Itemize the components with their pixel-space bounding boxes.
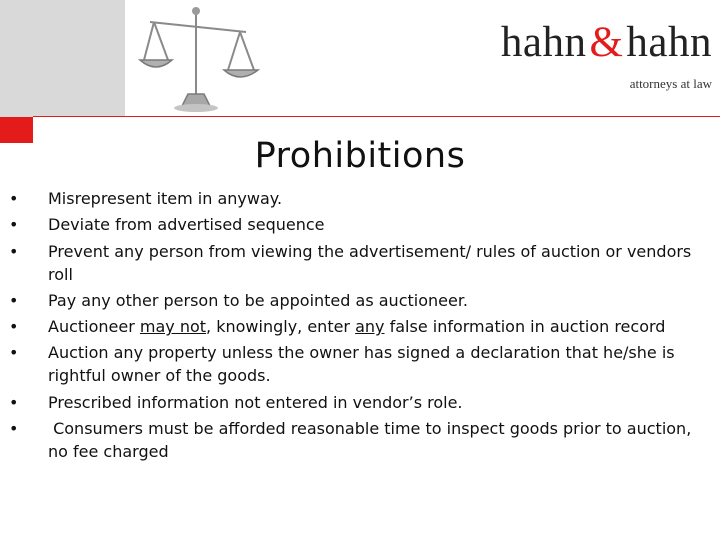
list-item <box>6 417 714 463</box>
firm-name-left: hahn <box>500 19 587 66</box>
list-item <box>6 240 714 286</box>
list-item-text-part: false information in auction record <box>384 317 666 337</box>
list-item <box>6 341 714 387</box>
list-item-text: Consumers must be afforded reasonable time to inspect goods prior to auction, no fee charged <box>48 419 697 462</box>
list-item-text: Auction any property unless the owner has signed a declaration that he/she is rightful owner of the goods. <box>48 343 675 386</box>
list-item-text: Pay any other person to be appointed as auctioneer. <box>48 290 469 310</box>
slide-title: Prohibitions <box>254 136 466 176</box>
list-item-text: Prescribed information not entered in vendor’s role. <box>48 392 463 412</box>
scales-of-justice-icon <box>136 2 261 114</box>
list-item-text-part: , knowingly, enter <box>206 317 356 337</box>
list-item-text: Prevent any person from viewing the advertisement/ rules of auction or vendors roll <box>48 241 692 284</box>
underlined-may-not: may not <box>139 317 207 337</box>
list-item <box>6 391 714 414</box>
list-item-text-part: Auctioneer <box>48 317 140 337</box>
firm-name-ampersand: & <box>589 19 624 66</box>
list-item <box>6 187 714 210</box>
firm-name <box>501 18 712 67</box>
prohibitions-list <box>6 187 714 466</box>
firm-tagline: attorneys at law <box>629 76 712 91</box>
list-item-text: Misrepresent item in anyway. <box>48 189 283 208</box>
list-item-text: Deviate from advertised sequence <box>48 215 325 235</box>
underlined-any: any <box>355 317 385 337</box>
list-item <box>6 213 714 236</box>
firm-name-right: hahn <box>626 19 712 66</box>
list-item <box>6 315 714 338</box>
list-item <box>6 289 714 312</box>
header-divider <box>33 116 720 117</box>
header-gray-panel <box>0 0 125 117</box>
